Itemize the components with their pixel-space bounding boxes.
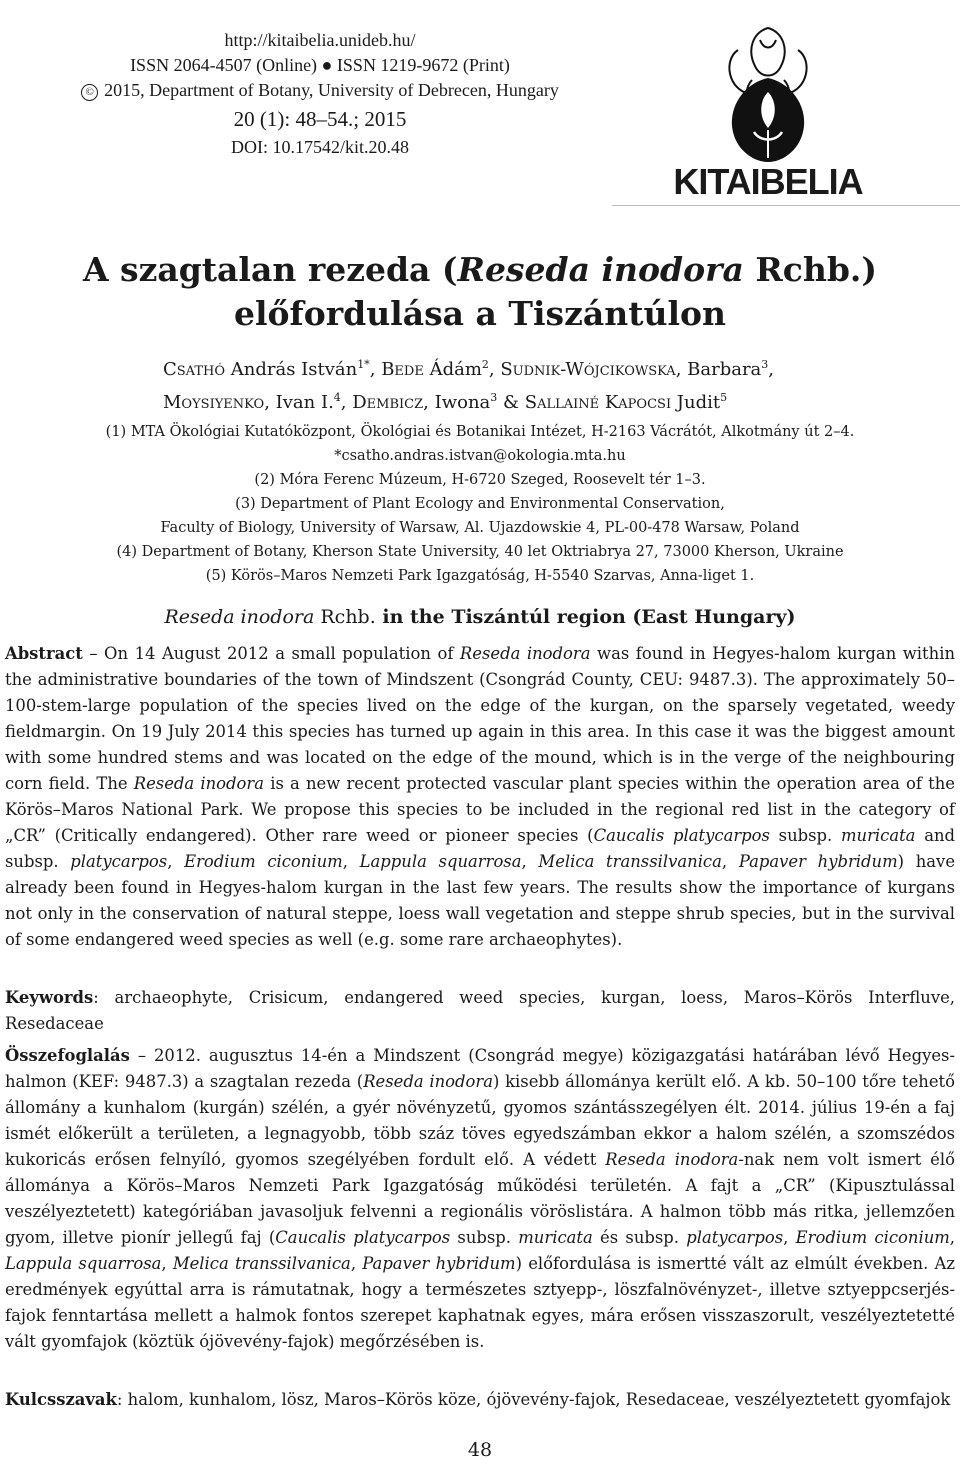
author-list: Csathó András István$^{1*}$, Bede Ádám$^2$, Sudnik-Wójcikowska, Barbara$^3$, Moysiyenko, Ivan I.$^4$, Dembicz, Iwona$^3$ & Sallainé Kapocsi Judit$^5$ bbox=[163, 358, 775, 413]
title-line-1: A szagtalan rezeda (Reseda inodora Rchb.) bbox=[82, 250, 878, 289]
header-rule bbox=[612, 205, 960, 206]
affiliations bbox=[30, 420, 930, 588]
affiliation-1: (1) MTA Ökológiai Kutatóközpont, Ökológiai és Botanikai Intézet, H-2163 Vácrátót, Alkotmány út 2–4. bbox=[105, 424, 855, 440]
journal-copyright bbox=[40, 78, 600, 103]
journal-header bbox=[40, 28, 600, 160]
article-title bbox=[0, 248, 960, 336]
affiliation-3b: Faculty of Biology, University of Warsaw, Al. Ujazdowskie 4, PL-00-478 Warsaw, Poland bbox=[160, 520, 800, 536]
affiliation-5: (5) Körös–Maros Nemzeti Park Igazgatóság, H-5540 Szarvas, Anna-liget 1. bbox=[205, 568, 755, 584]
abstract-paragraph: Abstract – On 14 August 2012 a small population of Reseda inodora was found in Hegyes-halom kurgan within the administrative boundaries of the town of Mindszent (Csongrád County, CEU: 9487.3). The approximately 50–100-stem-large population of the species lived on the edge of the kurgan, on the sparsely vegetated, weedy fieldmargin. On 19 July 2014 this species has turned up again in this area. In this case it was the biggest amount with some hundred stems and was located on the edge of the mound, which is in the verge of the neighbouring corn field. The Reseda inodora is a new recent protected vascular plant species within the operation area of the Körös–Maros National Park. We propose this species to be included in the regional red list in the category of „CR” (Critically endangered). Other rare weed or pioneer species (Caucalis platycarpos subsp. muricata and subsp. platycarpos, Erodium ciconium, Lappula squarrosa, Melica transsilvanica, Papaver hybridum) have already been found in Hegyes-halom kurgan in the last few years. The results show the importance of kurgans not only in the conservation of natural steppe, loess wall vegetation and steppe shrub species, but in the survival of some endangered weed species as well (e.g. some rare archaeophytes). bbox=[5, 644, 956, 949]
affiliation-2: (2) Móra Ferenc Múzeum, H-6720 Szeged, Roosevelt tér 1–3. bbox=[254, 472, 706, 488]
english-title: Reseda inodora Rchb. in the Tiszántúl region (East Hungary) bbox=[164, 606, 796, 628]
page-number: 48 bbox=[467, 1439, 493, 1461]
journal-doi[interactable]: DOI: 10.17542/kit.20.48 bbox=[231, 137, 409, 157]
kulcsszavak-label: Kulcsszavak bbox=[5, 1390, 117, 1409]
abstract-label: Abstract bbox=[5, 644, 83, 663]
kitaibelia-logo bbox=[668, 20, 868, 202]
copyright-text: 2015, Department of Botany, University of Debrecen, Hungary bbox=[104, 80, 559, 100]
kulcsszavak-paragraph: Kulcsszavak: halom, kunhalom, lösz, Maros–Körös köze, ójövevény-fajok, Resedaceae, veszélyeztetett gyomfajok bbox=[5, 1390, 951, 1409]
orchid-flower-icon bbox=[668, 20, 868, 170]
journal-url[interactable]: http://kitaibelia.unideb.hu/ bbox=[224, 30, 416, 50]
affiliation-3a: (3) Department of Plant Ecology and Environmental Conservation, bbox=[235, 496, 725, 512]
journal-volume: 20 (1): 48–54.; 2015 bbox=[233, 107, 407, 131]
osszefoglalas-label: Összefoglalás bbox=[5, 1046, 130, 1065]
keywords-label: Keywords bbox=[5, 988, 94, 1007]
logo-wordmark: KITAIBELIA bbox=[673, 161, 863, 202]
copyright-icon: © bbox=[81, 84, 98, 101]
title-line-2: előfordulása a Tiszántúlon bbox=[233, 294, 726, 333]
keywords-paragraph: Keywords: archaeophyte, Crisicum, endangered weed species, kurgan, loess, Maros–Körös Interfluve, Resedaceae bbox=[5, 988, 955, 1033]
osszefoglalas-paragraph: Összefoglalás – 2012. augusztus 14-én a Mindszent (Csongrád megye) közigazgatási határában lévő Hegyes-halmon (KEF: 9487.3) a szagtalan rezeda (Reseda inodora) kisebb állománya került elő. A kb. 50–100 tőre tehető állomány a kunhalom (kurgán) szélén, a gyér növényzetű, gyomos szántásszegélyen élt. 2014. július 19-én a faj ismét előkerült a területen, a legnagyobb, több száz töves egyedszámban ekkor a halom szélén, a szomszédos kukoricás erősen felnyíló, gyomos szegélyében fordult elő. A védett Reseda inodora-nak nem volt ismert élő állománya a Körös–Maros Nemzeti Park Igazgatóság működési területén. A fajt a „CR” (Kipusztulással veszélyeztetett) kategóriában javasoljuk felvenni a regionális vöröslistára. A halmon több más ritka, jellemzően gyom, illetve pionír jellegű faj (Caucalis platycarpos subsp. muricata és subsp. platycarpos, Erodium ciconium, Lappula squarrosa, Melica transsilvanica, Papaver hybridum) előfordulása is ismertté vált az elmúlt években. Az eredmények egyúttal arra is rámutatnak, hogy a természetes sztyepp-, löszfalnövényzet-, illetve sztyeppcserjés-fajok fenntartása mellett a halmok fontos szerepet kaphatnak egyes, mára erősen visszaszorult, veszélyeztetetté vált gyomfajok (köztük ójövevény-fajok) megőrzésében is. bbox=[5, 1046, 956, 1351]
corresponding-email[interactable]: *csatho.andras.istvan@okologia.mta.hu bbox=[334, 448, 626, 464]
affiliation-4: (4) Department of Botany, Kherson State University, 40 let Oktriabrya 27, 73000 Kherson, Ukraine bbox=[116, 544, 844, 560]
journal-issn: ISSN 2064-4507 (Online) ● ISSN 1219-9672 (Print) bbox=[130, 55, 510, 75]
